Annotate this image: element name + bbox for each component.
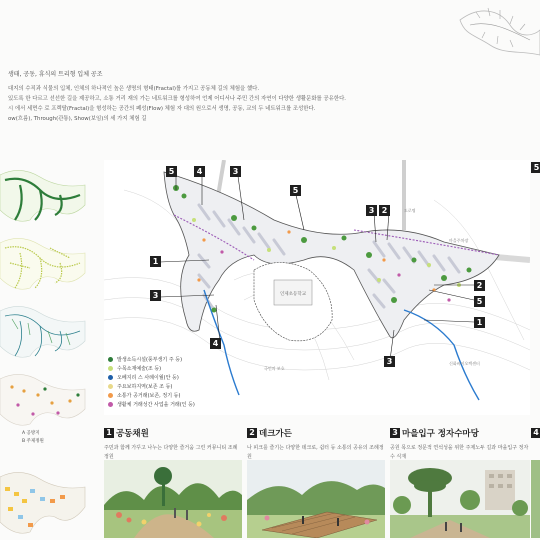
left-legend: [22, 430, 44, 446]
map-marker[interactable]: 2: [474, 280, 485, 291]
place-label: 국민의 보호: [264, 366, 285, 371]
legend-item: [108, 400, 218, 409]
map-marker[interactable]: 5: [290, 185, 301, 196]
legend-label: 생활체 거래성간 사업을 거래(인 등): [117, 402, 195, 408]
section-2-illustration: [247, 460, 385, 538]
legend-swatch: [108, 384, 113, 389]
map-marker[interactable]: 4: [194, 166, 205, 177]
legend-item: [108, 382, 218, 391]
map-marker[interactable]: 1: [474, 317, 485, 328]
section-number: 3: [390, 428, 400, 438]
intro-line: 시 에서 세면수 로 프렉탈(Fractal)을 형성하는 공간의 폐성(Flow) 체험 자 대의 원으로서 생명, 공동, 교의 두 네트워크를 조성한다.: [8, 106, 316, 112]
decorative-leaf-pattern: [450, 0, 540, 60]
map-marker[interactable]: 3: [366, 205, 377, 216]
place-label: 마을주차장: [449, 238, 469, 243]
legend-label: 발생소득시설(풍부생기 주 등): [117, 357, 183, 363]
legend-swatch: [108, 357, 113, 362]
map-marker[interactable]: 5: [166, 166, 177, 177]
legend-swatch: [108, 366, 113, 371]
intro-text: [0, 70, 530, 124]
left-legend-item: A 공방지: [22, 431, 40, 436]
legend-item: [108, 364, 218, 373]
legend-swatch: [108, 375, 113, 380]
map-legend: [108, 355, 218, 409]
section-3-illustration: [390, 460, 530, 538]
network-diagram-yellow: [0, 233, 90, 293]
section-number: 4: [531, 428, 540, 438]
legend-label: 소통가 공거래(보존, 정기 등): [117, 393, 181, 399]
section-title: 마을입구 정자수마당: [402, 428, 479, 439]
section-title: 공동채원: [116, 428, 149, 439]
map-marker[interactable]: 3: [150, 290, 161, 301]
intro-line: ow(흐름), Through(관통), Show(보임)의 세 가지 체험 길: [8, 116, 147, 122]
network-diagram-zones: [0, 437, 90, 537]
section-desc: 공원 목으로 정문적 연석성을 위한 주제노두 길과 마을입구 정자수 식재: [390, 445, 529, 460]
place-label: 신화바이오텍센터: [449, 361, 480, 366]
place-label: 인제초등학교: [279, 292, 307, 297]
network-diagram-points: [0, 369, 90, 429]
section-4-illustration: [531, 460, 540, 538]
left-legend-item: B 주제정원: [22, 439, 44, 444]
intro-heading: 생태, 공동, 휴식의 트리형 입체 공조: [8, 71, 103, 78]
section-title: 데크가든: [259, 428, 292, 439]
legend-swatch: [108, 393, 113, 398]
legend-item: [108, 391, 218, 400]
map-marker[interactable]: 3: [230, 166, 241, 177]
intro-line: 대지의 수직과 식물의 입체, 인체의 하나적인 높은 생명의 형태(Fractal)를 가지고 공동체 길의 체험을 했다.: [8, 86, 260, 92]
section-number: 1: [104, 428, 114, 438]
legend-label: 수목소재예술(조 등): [117, 366, 162, 372]
intro-line: 있도록 한 다르고 선선한 길을 제공하고, 소통 거리 재의 가는 네트워크를 형성하여 언제 어디서나 주민 간의 자연이 다양한 생활문화를 공유한다.: [8, 96, 347, 102]
map-marker[interactable]: 4: [210, 338, 221, 349]
map-marker[interactable]: 5: [474, 296, 485, 307]
section-desc: 나 피크를 즐기는 다양한 데크로, 쉼터 등 소통의 공유의 조례정원: [247, 445, 384, 460]
map-marker[interactable]: 1: [150, 256, 161, 267]
legend-label: 주요보하지역(보존 조 등): [117, 384, 173, 390]
legend-item: [108, 355, 218, 364]
legend-label: 오베지리 스 사례이월(안 등): [117, 375, 179, 381]
section-4: [531, 422, 540, 441]
network-diagram-green: [0, 165, 90, 225]
network-diagram-column: [0, 165, 90, 540]
section-2: [247, 422, 385, 462]
network-diagram-blue: [0, 301, 90, 361]
section-3: [390, 422, 530, 462]
place-label: 도로명: [404, 208, 416, 213]
map-marker[interactable]: 3: [384, 356, 395, 367]
section-desc: 주민과 함께 가꾸고 나누는 다양한 즐거움 그린 커뮤니티 조례정원: [104, 445, 238, 460]
legend-item: [108, 373, 218, 382]
edge-marker: 5: [531, 162, 540, 173]
section-number: 2: [247, 428, 257, 438]
section-1: [104, 422, 242, 462]
map-marker[interactable]: 2: [379, 205, 390, 216]
section-1-illustration: [104, 460, 242, 538]
legend-swatch: [108, 402, 113, 407]
